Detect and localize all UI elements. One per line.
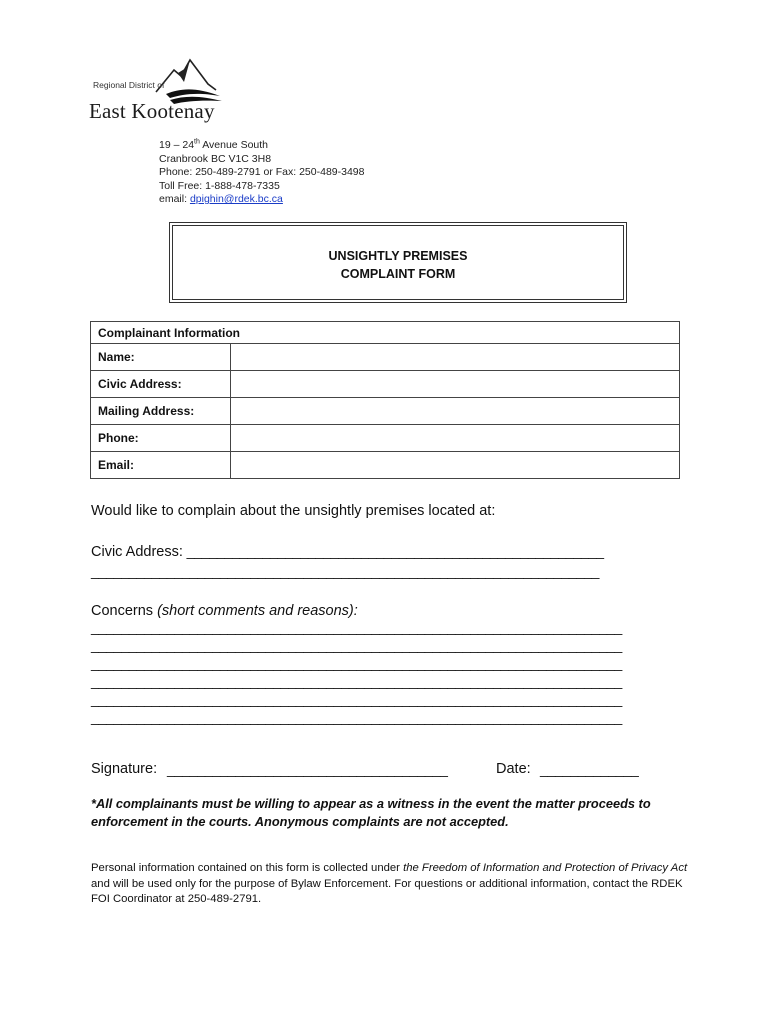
- name-field[interactable]: [231, 344, 680, 371]
- name-label: Name:: [91, 344, 231, 371]
- rdek-logo: [86, 54, 236, 126]
- form-title-box: [169, 222, 627, 303]
- concerns-line[interactable]: ______________________________________________________________________: [91, 709, 623, 725]
- date-label: Date:: [496, 761, 531, 777]
- form-title-line2: COMPLAINT FORM: [340, 267, 456, 281]
- street-address: 19 – 24th Avenue South: [159, 138, 269, 151]
- logo-title: East Kootenay: [89, 99, 215, 123]
- phone-label: Phone:: [91, 425, 231, 452]
- premises-civic-address-line[interactable]: _______________________________________________________: [182, 543, 604, 559]
- logo-subtitle: Regional District of: [93, 80, 165, 90]
- email-label: Email:: [91, 452, 231, 479]
- table-row: [91, 398, 680, 425]
- civic-address-label: Civic Address:: [91, 371, 231, 398]
- table-row: [91, 371, 680, 398]
- date-line[interactable]: _____________: [540, 761, 639, 777]
- privacy-statement: Personal information contained on this form is collected under the Freedom of Information and Protection of Privacy Act and will be used only for the purpose of Bylaw Enforcement. For questions or additional information, contact the RDEK FOI Coordinator at 250-489-2791.: [91, 862, 688, 905]
- complainant-info-header: Complainant Information: [91, 322, 680, 344]
- witness-notice: *All complainants must be willing to appear as a witness in the event the matter proceeds to enforcement in the courts. Anonymous complaints are not accepted.: [91, 796, 651, 829]
- toll-free: Toll Free: 1-888-478-7335: [159, 179, 280, 192]
- concerns-line[interactable]: ______________________________________________________________________: [91, 619, 623, 635]
- concerns-line[interactable]: ______________________________________________________________________: [91, 655, 623, 671]
- mailing-address-field[interactable]: [231, 398, 680, 425]
- premises-civic-address: [91, 543, 604, 560]
- concerns-line[interactable]: ______________________________________________________________________: [91, 691, 623, 707]
- mailing-address-label: Mailing Address:: [91, 398, 231, 425]
- address-block: [159, 139, 364, 207]
- premises-civic-address-label: Civic Address:: [91, 544, 183, 560]
- email-line: email: dpighin@rdek.bc.ca: [159, 193, 283, 205]
- civic-address-field[interactable]: [231, 371, 680, 398]
- complaint-intro: Would like to complain about the unsightly premises located at:: [91, 503, 496, 519]
- concerns-line[interactable]: ______________________________________________________________________: [91, 637, 623, 653]
- city-postal: Cranbrook BC V1C 3H8: [159, 152, 272, 165]
- email-field[interactable]: [231, 452, 680, 479]
- table-row: [91, 344, 680, 371]
- form-title-line1: UNSIGHTLY PREMISES: [328, 249, 468, 263]
- premises-civic-address-line-2[interactable]: ___________________________________________________________________: [91, 563, 600, 579]
- phone-fax: Phone: 250-489-2791 or Fax: 250-489-3498: [159, 166, 365, 178]
- table-row: [91, 452, 680, 479]
- signature-label: Signature:: [91, 761, 158, 777]
- concerns-line[interactable]: ______________________________________________________________________: [91, 673, 623, 689]
- signature-line[interactable]: _____________________________________: [167, 761, 448, 777]
- email-link[interactable]: dpighin@rdek.bc.ca: [189, 193, 283, 205]
- table-row: [91, 425, 680, 452]
- concerns-label: Concerns (short comments and reasons):: [91, 603, 358, 619]
- complainant-info-table: [90, 321, 680, 479]
- phone-field[interactable]: [231, 425, 680, 452]
